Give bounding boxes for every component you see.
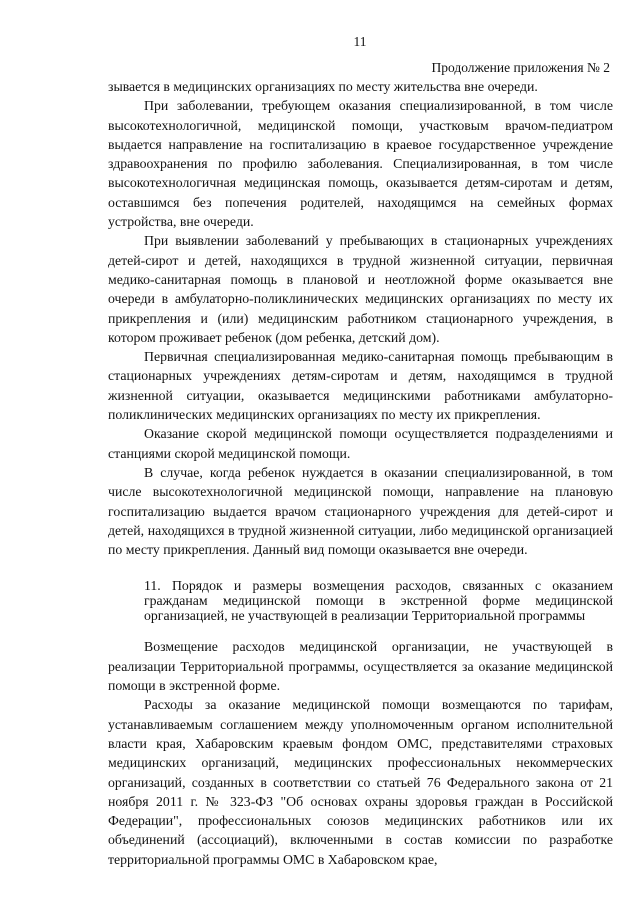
document-body xyxy=(108,77,613,869)
section-title: Порядок и размеры возмещения расходов, связанных с оказанием гражданам медицинской помощи в экстренной форме медицинской организацией, не участвующей в реализации Территориальной программы xyxy=(144,578,613,624)
paragraph-high-tech-referral: В случае, когда ребенок нуждается в оказании специализированной, в том числе высокотехнологичной медицинской помощи, направление на плановую госпитализацию выдается врачом стационарного учреждения для детей-сирот и детей, находящихся в трудной жизненной ситуации, либо медицинской организацией по месту прикрепления. Данный вид помощи оказывается вне очереди. xyxy=(108,464,613,558)
paragraph-emergency-care: Оказание скорой медицинской помощи осуществляется подразделениями и станциями скорой медицинской помощи. xyxy=(108,426,613,461)
section-heading xyxy=(108,578,613,623)
paragraph-tariffs: Расходы за оказание медицинской помощи возмещаются по тарифам, устанавливаемым соглашением между уполномоченным органом исполнительной власти края, Хабаровским краевым фондом ОМС, представителями страховых медицинских организаций, медицинских профессиональных некоммерческих организаций, созданных в соответствии со статьей 76 Федерального закона от 21 ноября 2011 г. № 323-ФЗ "Об основах охраны здоровья граждан в Российской Федерации", профессиональных союзов медицинских работников или их объединений (ассоциаций), включенными в состав комиссии по разработке территориальной программы ОМС в Хабаровском крае, xyxy=(108,697,613,867)
section-number: 11. xyxy=(144,578,161,594)
paragraph-continuation: зывается в медицинских организациях по месту жительства вне очереди. xyxy=(108,79,538,94)
appendix-label: Продолжение приложения № 2 xyxy=(431,60,610,75)
paragraph-primary-specialized-care: Первичная специализированная медико-санитарная помощь пребывающим в стационарных учреждениях детям-сиротам и детям, находящимся в трудной жизненной ситуации, оказывается медицинскими работниками амбулаторно-поликлинических медицинских организациях по месту их прикрепления. xyxy=(108,349,613,423)
paragraph-reimbursement: Возмещение расходов медицинской организации, не участвующей в реализации Территориальной программы, осуществляется за оказание медицинской помощи в экстренной форме. xyxy=(108,639,613,694)
paragraph-disease-detection: При выявлении заболеваний у пребывающих в стационарных учреждениях детей-сирот и детей, находящихся в трудной жизненной ситуации, первичная медико-санитарная помощь в плановой и неотложной форме оказывается вне очереди в амбулаторно-поликлинических медицинских организациях по месту их прикрепления и (или) медицинским работником стационарного учреждения, в котором проживает ребенок (дом ребенка, детский дом). xyxy=(108,233,613,345)
page-number: 11 xyxy=(353,34,367,49)
paragraph-specialized-care: При заболевании, требующем оказания специализированной, в том числе высокотехнологичной, медицинской помощи, участковым врачом-педиатром выдается направление на госпитализацию в краевое государственное учреждение здравоохранения по профилю заболевания. Специализированная, в том числе высокотехнологичная медицинская помощь, оказывается детям-сиротам и детям, оставшимся без попечения родителей, находящимся на семейных формах устройства, вне очереди. xyxy=(108,98,613,230)
